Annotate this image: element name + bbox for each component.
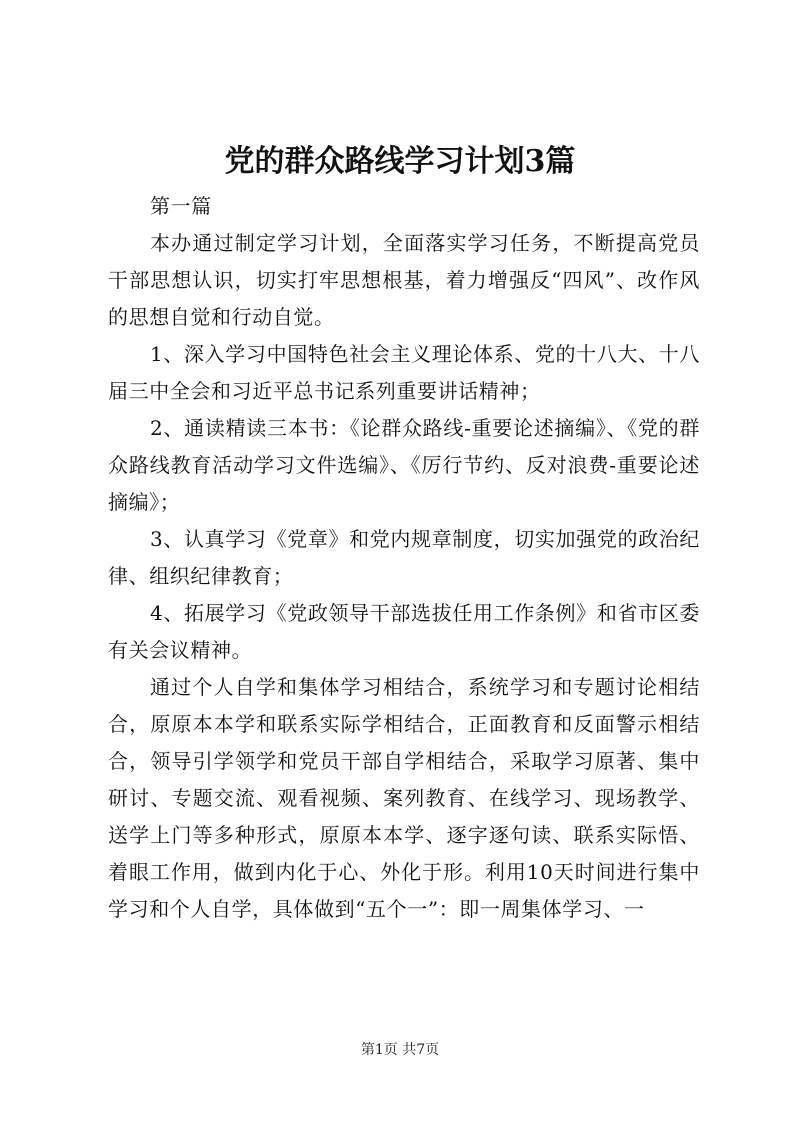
page-footer: 第1页 共7页 [360, 1042, 440, 1058]
paragraph-item-2: 2、通读精读三本书：《论群众路线-重要论述摘编》、《党的群众路线教育活动学习文件选编》、《厉行节约、反对浪费-重要论述摘编》； [108, 416, 700, 514]
paragraph-methods: 通过个人自学和集体学习相结合，系统学习和专题讨论相结合，原原本本学和联系实际学相结合，正面教育和反面警示相结合，领导引学领学和党员干部自学相结合，采取学习原著、集中研讨、专题交流、观看视频、案列教育、在线学习、现场教学、送学上门等多种形式，原原本本学、逐字逐句读、联系实际悟、着眼工作用，做到内化于心、外化于形。利用10天时间进行集中学习和个人自学，具体做到“五个一”：即一周集体学习、一 [108, 675, 700, 921]
paragraph-intro: 本办通过制定学习计划，全面落实学习任务，不断提高党员干部思想认识，切实打牢思想根基，着力增强反“四风”、改作风的思想自觉和行动自觉。 [108, 231, 700, 329]
paragraph-item-4: 4、拓展学习《党政领导干部选拔任用工作条例》和省市区委有关会议精神。 [108, 601, 700, 662]
paragraph-item-3: 3、认真学习《党章》和党内规章制度，切实加强党的政治纪律、组织纪律教育； [108, 527, 700, 588]
section-heading: 第一篇 [150, 194, 212, 218]
document-body [108, 188, 700, 928]
paragraph-item-1: 1、深入学习中国特色社会主义理论体系、党的十八大、十八届三中全会和习近平总书记系列重要讲话精神； [108, 342, 700, 403]
document-title: 党的群众路线学习计划3篇 [224, 144, 576, 179]
